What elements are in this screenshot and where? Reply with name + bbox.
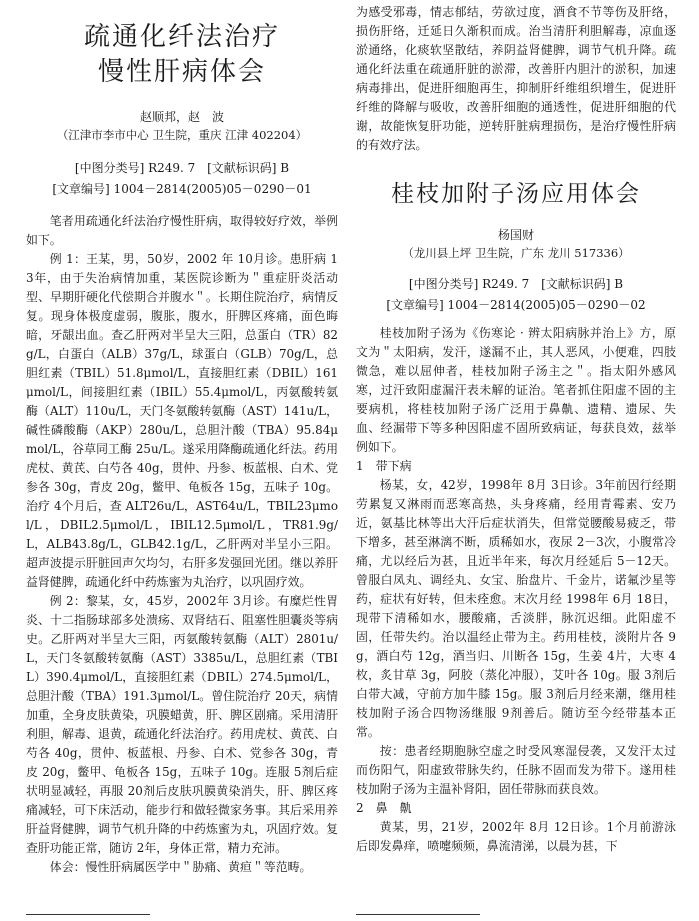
article1-paragraph: 例 2：黎某，女，45岁，2002年 3月诊。有糜烂性胃炎、十二指肠球部多处溃疡、双肾结石、阻塞性胆囊炎等病史。乙肝两对半呈大三阳，丙氨酸转氨酶（ALT）2801u/L，天门冬氨酸转氨酶（AST）3385u/L，总胆红素（TBIL）390.4μmol/L，直接胆红素（DBIL）274.5μmol/L，总胆汁酸（TBA）191.3μmol/L。曾住院治疗 20天，病情加重，全身皮肤黄染，巩膜蜡黄，肝、脾区剧痛。采用清肝利胆，解毒、退黄，疏通化纤法治疗。药用虎杖、黄芪、白芍各 40g，贯仲、板蓝根、丹参、白术、党参各 30g，青皮 20g，鳖甲、龟板各 15g，五味子 10g。连服 5剂后症状明显减轻，再服 20剂后皮肤巩膜黄染消失，肝、脾区疼痛减轻，可下床活动，能步行和做轻微家务事。其后采用养肝益肾健脾，调节气机升降的中药炼蜜为丸，巩固疗效。复查肝功能正常，随访 2年，身体正常，精力充沛。: [26, 594, 338, 855]
article1-authors: 赵顺邦，赵 波: [139, 110, 224, 124]
article1-title-line1: 疏通化纤法治疗: [83, 22, 280, 52]
article2-section1-note: 按：患者经期胞脉空虚之时受风寒湿侵袭，又发汗太过而伤阳气，阳虚致带脉失约，任脉不固而发为带下。遂用桂枝加附子汤为主温补肾阳，固任带脉而获良效。: [356, 744, 676, 796]
article2-section1-heading: 1 带下病: [356, 459, 412, 473]
right-column: [356, 0, 676, 856]
article2-section2-heading: 2 鼻 鼽: [356, 801, 412, 815]
article2-article-no: [文章编号] 1004－2814(2005)05－0290－02: [386, 298, 646, 312]
article1-continuation: 为感受邪毒，情志郁结，劳欲过度，酒食不节等伤及肝络，损伤肝络，迁延日久渐积而成。治当清肝利胆解毒，凉血逐淤通络，化痰软坚散结，养阴益肾健脾，调节气机升降。疏通化纤法重在疏通肝脏的淤滞，改善肝内胆汁的淤积，加速病毒排出，促进肝细胞再生，抑制肝纤维组织增生，促进肝纤维的降解与吸收，改善肝细胞的通透性，促进肝细胞的代谢，故能恢复肝功能，逆转肝脏病理损伤，是治疗慢性肝病的有效疗法。: [356, 5, 676, 152]
article1-affiliation: （江津市李市中心 卫生院，重庆 江津 402204）: [56, 128, 308, 142]
article1-doc-code: [文献标识码] B: [207, 161, 290, 175]
article2-authors: 杨国财: [497, 228, 534, 242]
article2-doc-code: [文献标识码] B: [541, 277, 624, 291]
article1-article-no: [文章编号] 1004－2814(2005)05－0290－01: [52, 182, 312, 196]
footnote-rule-right: [356, 914, 480, 915]
article2-affiliation: （龙川县上坪 卫生院，广东 龙川 517336）: [402, 246, 630, 260]
article2-section1-body: 杨某，女，42岁，1998年 8月 3日诊。3年前因行经期劳累复又淋雨而恶寒高热，头身疼痛，经用青霉素、安乃近，氨基比林等出大汗后症状消失，但常觉腰酸易疲乏，带下增多，甚至淋漓不断，质稀如水，夜尿 2－3次，小腹常冷痛，尤以经后为甚，且近半年来，每次月经延后 5－12天。曾服白凤丸、调经丸、女宝、胎盘片、千金片，诺氟沙星等药，症状有好转，但未痊愈。末次月经 1998年 6月 18日，现带下清稀如水，腰酸痛，舌淡胖，脉沉迟细。此阳虚不固，任带失约。治以温经止带为主。药用桂枝，淡附片各 9g，酒白芍 12g，酒当归、川断各 15g，生姜 4片，大枣 4枚，炙甘草 3g，阿胶（蒸化冲服），艾叶各 10g。服 3剂后白带大减，守前方加牛膝 15g。服 3剂后月经来潮，继用桂枝加附子汤合四物汤继服 9剂善后。随访至今经带基本正常。: [356, 478, 676, 739]
article1-meta: [26, 158, 338, 200]
article1-paragraph: 例 1：王某，男，50岁，2002 年 10月诊。患肝病 13年，由于失治病情加重，某医院诊断为＂重症肝炎活动型、早期肝硬化代偿期合并腹水＂。长期住院治疗，病情反复。现身体极度虚弱，腹胀，腹水，肝脾区疼痛，面色晦暗，牙龈出血。查乙肝两对半呈大三阳，总蛋白（TR）82g/L，白蛋白（ALB）37g/L，球蛋白（GLB）70g/L，总胆红素（TBIL）51.8μmol/L，直接胆红素（DBIL）161μmol/L，间接胆红素（IBIL）55.4μmol/L，丙氨酸转氨酶（ALT）110u/L，天门冬氨酸转氨酶（AST）141u/L，碱性磷酸酶（AKP）280u/L，总胆汁酸（TBA）95.84μmol/L，谷草同工酶 25u/L。遂采用降酶疏通化纤法。药用虎杖、黄芪、白芍各 40g，贯仲、丹参、板蓝根、白术、党参各 30g，青皮 20g，鳖甲、龟板各 15g，五味子 10g。治疗 4个月后，查 ALT26u/L，AST64u/L，TBIL23μmol/L，DBIL2.5μmol/L，IBIL12.5μmol/L，TR81.9g/L，ALB43.8g/L，GLB42.1g/L，乙肝两对半呈小三阳。超声波提示肝脏回声欠均匀，右肝多发强回光团。继以养肝益肾健脾，疏通化纤中药炼蜜为丸治疗，以巩固疗效。: [26, 252, 338, 589]
left-column: [26, 0, 338, 877]
article2-section2-body: 黄某，男，21岁，2002年 8月 12日诊。1个月前游泳后即发鼻痒，喷嚏频频，鼻流清涕，以晨为甚，下: [356, 820, 676, 853]
article2-title: 桂枝加附子汤应用体会: [391, 181, 641, 207]
article2-intro: 桂枝加附子汤为《伤寒论 · 辨太阳病脉并治上》方，原文为＂太阳病，发汗，遂漏不止，其人恶风，小便难，四肢微急，难以屈伸者，桂枝加附子汤主之＂。指太阳外感风寒，过汗致阳虚漏汗表未解的证治。笔者抓住阳虚不固的主要病机，将桂枝加附子汤广泛用于鼻鼽、遗精、遗尿、失血、经漏带下等多种因阳虚不固所致病证，每获良效，兹举例如下。: [356, 326, 676, 454]
article2-clc: [中图分类号] R249. 7: [408, 277, 530, 291]
article1-paragraph: 笔者用疏通化纤法治疗慢性肝病，取得较好疗效，举例如下。: [26, 214, 338, 247]
article1-paragraph: 体会：慢性肝病属医学中＂胁痛、黄疸＂等范畴。: [49, 860, 312, 874]
footnote-rule-left: [26, 914, 150, 915]
article1-title-line2: 慢性肝病体会: [97, 57, 266, 87]
article1-clc: [中图分类号] R249. 7: [74, 161, 196, 175]
article2-meta: [356, 274, 676, 316]
